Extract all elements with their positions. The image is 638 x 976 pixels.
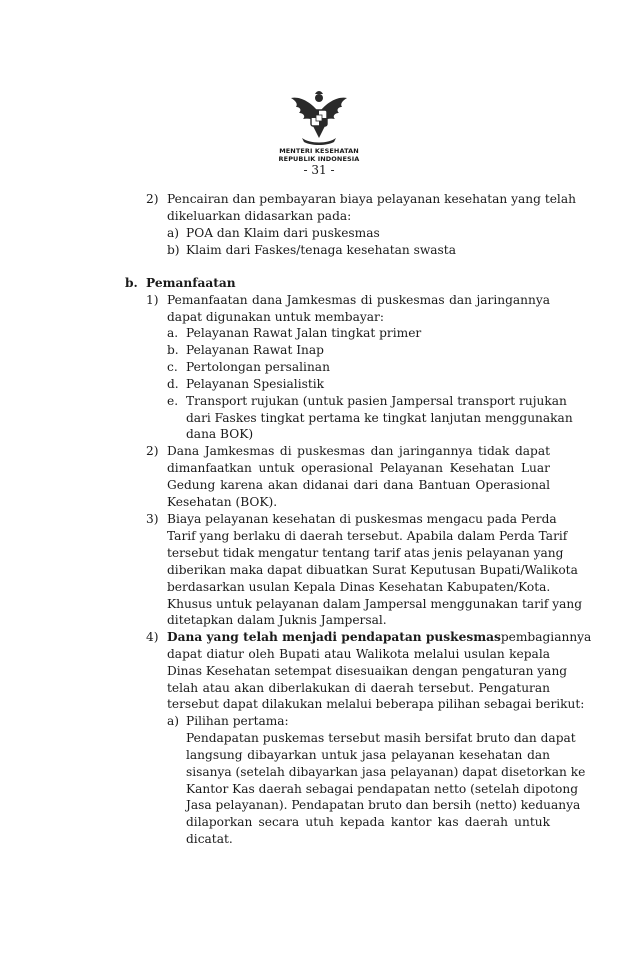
paragraph-line: dapat diatur oleh Bupati atau Walikota melalui usulan kepala	[167, 647, 550, 661]
list-number: 4)	[146, 630, 159, 644]
list-number: 2)	[146, 444, 159, 458]
paragraph-line: tersebut dapat dilakukan melalui beberapa pilihan sebagai berikut:	[167, 697, 585, 711]
list-marker: d.	[167, 377, 179, 391]
section-title: Pemanfaatan	[146, 276, 236, 290]
page-number: - 31 -	[303, 163, 335, 177]
list-number: 1)	[146, 293, 159, 307]
paragraph-line: dilaporkan secara utuh kepada kantor kas daerah untuk	[186, 815, 550, 829]
list-number: 2)	[146, 192, 159, 206]
ministry-title-line2: REPUBLIK INDONESIA	[278, 155, 360, 163]
paragraph-line: Pemanfaatan dana Jamkesmas di puskesmas dan jaringannya	[167, 293, 550, 307]
list-item: dana BOK)	[186, 427, 254, 441]
list-marker: a)	[167, 226, 180, 240]
list-marker: a.	[167, 326, 179, 340]
paragraph-line: Tarif yang berlaku di daerah tersebut. Apabila dalam Perda Tarif	[167, 529, 568, 543]
paragraph-line: Dinas Kesehatan setempat disesuaikan dengan pengaturan yang	[167, 664, 568, 678]
paragraph-line: Pendapatan puskemas tersebut masih bersifat bruto dan dapat	[186, 731, 576, 745]
list-item: dari Faskes tingkat pertama ke tingkat lanjutan menggunakan	[186, 411, 573, 425]
list-number: 3)	[146, 512, 159, 526]
list-marker: b)	[167, 243, 180, 257]
list-item: Transport rujukan (untuk pasien Jampersal transport rujukan	[186, 394, 567, 408]
paragraph-line: Kantor Kas daerah sebagai pendapatan netto (setelah dipotong	[186, 782, 579, 796]
ministry-title-line1: MENTERI KESEHATAN	[279, 147, 359, 155]
paragraph-line: dikeluarkan didasarkan pada:	[167, 209, 352, 223]
paragraph-line: Pencairan dan pembayaran biaya pelayanan kesehatan yang telah	[167, 192, 576, 206]
paragraph-line: berdasarkan usulan Kepala Dinas Kesehatan Kabupaten/Kota.	[167, 580, 551, 594]
list-item: POA dan Klaim dari puskesmas	[186, 226, 380, 240]
paragraph-line: Khusus untuk pelayanan dalam Jampersal menggunakan tarif yang	[167, 597, 583, 611]
paragraph-line: Dana Jamkesmas di puskesmas dan jaringannya tidak dapat	[167, 444, 550, 458]
paragraph-line: dimanfaatkan untuk operasional Pelayanan Kesehatan Luar	[167, 461, 550, 475]
list-item: Pertolongan persalinan	[186, 360, 330, 374]
list-marker: a)	[167, 714, 180, 728]
paragraph-line: Biaya pelayanan kesehatan di puskesmas mengacu pada Perda	[167, 512, 557, 526]
list-item: Pelayanan Rawat Jalan tingkat primer	[186, 326, 422, 340]
paragraph-line: ditetapkan dalam Juknis Jampersal.	[167, 613, 387, 627]
paragraph-line: dicatat.	[186, 832, 233, 846]
list-marker: e.	[167, 394, 179, 408]
paragraph-text: pembagiannya	[500, 630, 592, 644]
paragraph-line: sisanya (setelah dibayarkan jasa pelayanan) dapat disetorkan ke	[186, 765, 586, 779]
paragraph-line	[167, 629, 592, 645]
garuda-emblem-icon	[288, 88, 350, 148]
paragraph-line: langsung dibayarkan untuk jasa pelayanan kesehatan dan	[186, 748, 550, 762]
list-item: Pelayanan Spesialistik	[186, 377, 325, 391]
paragraph-line: Jasa pelayanan). Pendapatan bruto dan bersih (netto) keduanya	[186, 798, 581, 812]
paragraph-line: tersebut tidak mengatur tentang tarif atas jenis pelayanan yang	[167, 546, 564, 560]
paragraph-line: Gedung karena akan didanai dari dana Bantuan Operasional	[167, 478, 550, 492]
paragraph-line: telah atau akan diberlakukan di daerah tersebut. Pengaturan	[167, 681, 550, 695]
section-marker: b.	[125, 276, 138, 290]
paragraph-line: dapat digunakan untuk membayar:	[167, 310, 384, 324]
list-item: Klaim dari Faskes/tenaga kesehatan swasta	[186, 243, 456, 257]
option-title: Pilihan pertama:	[186, 714, 289, 728]
paragraph-line: diberikan maka dapat dibuatkan Surat Keputusan Bupati/Walikota	[167, 563, 578, 577]
list-marker: c.	[167, 360, 178, 374]
list-item: Pelayanan Rawat Inap	[186, 343, 324, 357]
paragraph-line: Kesehatan (BOK).	[167, 495, 278, 509]
list-marker: b.	[167, 343, 179, 357]
bold-lead-text: Dana yang telah menjadi pendapatan puskesmas	[167, 630, 501, 644]
